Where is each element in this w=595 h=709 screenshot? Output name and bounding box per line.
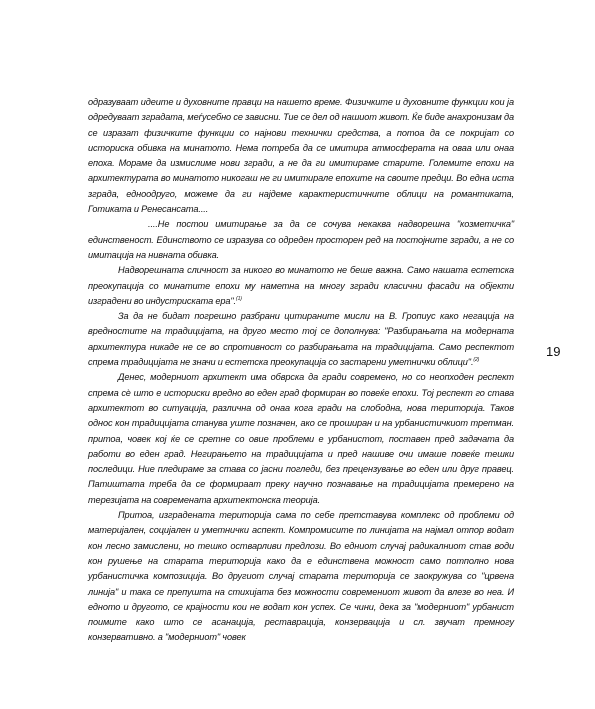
footnote-ref-1: (1) (236, 295, 242, 302)
paragraph-2: ....Не постои имитирање за да се сочува некаква надворешна "козметичка" единственост. Единството се изразува со одреден простoрен ред на постојните згради, а не со имитација на нивната обивка. (88, 219, 514, 260)
paragraph-1: одразуваат идеите и духовните правци на нашето време. Физичките и духовните функции кои ја одредуваат зградата, меѓусебно се зависни. Тие се дел од нашиот живот. Ќе биде анахронизам да се изразат физичките функции со најнови технички средства, а потоа да се покријат со историска обивка на минатото. Нема потреба да се имитира атмосферата на оваа или онаа епоха. Мораме да измислиме нови згради, а не да ги имитираме старите. Големите епохи на архитектурата во минатото никогаш не ги имитирале епохите на своите предци. Во една иста зграда, едноодругo, можеме да ги најдеме карактеристичните облици на романтиката, Готиката и Ренесансата.... (88, 97, 514, 215)
footnote-ref-2: (2) (473, 356, 480, 363)
paragraph-3: Надворешната сличност за никого во минатото не беше важна. Само нашата естетска преокупација со минатите епохи му наметна на многу згради класични фасади на објекти изградени во индустриската ера".$^{(1)}$ (88, 265, 514, 306)
page-number: 19 (546, 344, 561, 359)
paragraph-6: Притоа, изградената територија сама по себе претставува комплекс од проблеми од материјален, социјален и уметнички аспект. Компромисите по линијата на најмал отпор водат кон лесно замислени, но тешко остварливи предлози. Во едниот случај радикалниот став води кон рушење на старата територија како да е единствена можност само потполно нова урбанистичка композиција. Во другиот случај старата територија се заокружува со "црвена линија" и така се препушта на стихијата без можности современиот живот да влезе во неа. И едното и другото, се крајности кои не водат кон успех. Се чини, дека за "модерниот" урбанист поимите како што се асанација, реставрација, конзервација и сл. звучат премногу конзервативно. а "модерниот" човек (88, 510, 514, 643)
paragraph-5: Денес, модерниот архитект има обврска да гради современо, но со неопходен респект спрема сè што е историски вредно во еден град формиран во повеќе епохи. Тој респект го става архитектот во ситуација, различна од онаа кога гради на слободна, нова територија. Таков однос кон традицијата станува уште позначен, ако се проширан и на урбанистичкиот третман. притоа, човек кој ќе се сретне со овие проблеми е урбанистот, поставен пред задачата да работи во еден град. Негирањето на традицијата и пред нашиве очи имаше повеќе тешки последици. Ние пледираме за става со јасни погледи, без прецензување во еден или друг правец. Патиштата треба да се формираат преку научно познавање на традицијата премерено на терезијата на современата архитектонска теорија. (88, 372, 514, 505)
paragraph-4: За да не бидат погрешно разбрани цитираните мисли на В. Гропиус како негација на вредностите на традицијата, на друго место тој се дополнува: "Разбирањата на модерната архитектура никаде не се во спротивност со разбирањата на традицијата. Само респектот спрема традицијата не значи и естетска преокупација со застарени уметнички облици".$^{(2)}$ (88, 311, 514, 368)
page-body (88, 95, 514, 646)
